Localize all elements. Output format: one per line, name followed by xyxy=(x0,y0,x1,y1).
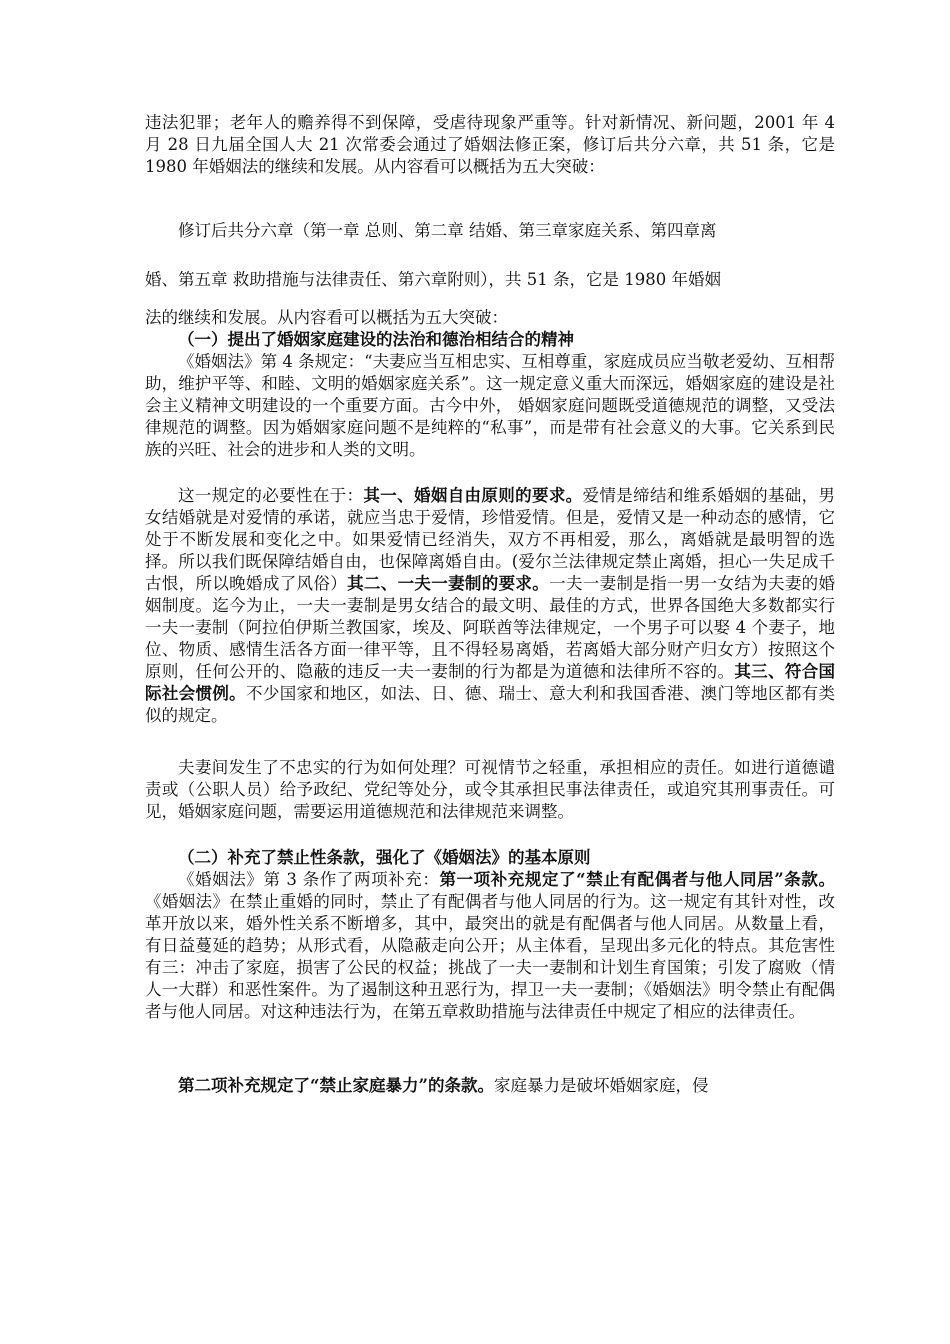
paragraph-chapters-line-2: 婚、第五章 救助措施与法律责任、第六章附则），共 51 条，它是 1980 年婚姻 xyxy=(145,270,721,289)
section-heading-1: （一）提出了婚姻家庭建设的法治和德治相结合的精神 xyxy=(178,330,574,349)
bold-supplement-1: 第一项补充规定了“禁止有配偶者与他人同居”条款。 xyxy=(439,870,835,889)
section-heading-2: （二）补充了禁止性条款，强化了《婚姻法》的基本原则 xyxy=(178,848,591,867)
text-run: 不少国家和地区，如法、日、德、瑞士、意大利和我国香港、澳门等地区都有类似的规定。 xyxy=(145,684,836,725)
bold-point-3: 其三、符合国际社会惯例。 xyxy=(145,662,836,703)
paragraph-domestic-violence xyxy=(145,1075,835,1097)
paragraph-article-4: 《婚姻法》第 4 条规定：“夫妻应当互相忠实、互相尊重，家庭成员应当敬老爱幼、互相帮助，维护平等、和睦、文明的婚姻家庭关系”。这一规定意义重大而深远，婚姻家庭的建设是社会主义精神文明建设的一个重要方面。古今中外， 婚姻家庭问题既受道德规范的调整，又受法律规范的调整。因为婚姻家庭问题不是纯粹的“私事”，而是带有社会意义的大事。它关系到民族的兴旺、社会的进步和人类的文明。 xyxy=(145,352,835,459)
paragraph-article-3 xyxy=(145,869,835,1023)
paragraph-chapters-line-1: 修订后共分六章（第一章 总则、第二章 结婚、第三章家庭关系、第四章离 xyxy=(178,221,717,240)
text-run: 爱情是缔结和维系婚姻的基础，男女结婚就是对爱情的承诺，就应当忠于爱情，珍惜爱情。但是，爱情又是一种动态的感情，它处于不断发展和变化之中。如果爱情已经消失，双方不再相爱，那么，离婚就是最明智的选择。所以我们既保障结婚自由，也保障离婚自由。(爱尔兰法律规定禁止离婚，担心一失足成千古恨，所以晚婚成了风俗） xyxy=(145,486,836,593)
paragraph-chapters-line-3: 法的继续和发展。从内容看可以概括为五大突破： xyxy=(145,308,508,327)
text-run: 《婚姻法》在禁止重婚的同时，禁止了有配偶者与他人同居的行为。这一规定有其针对性，改革开放以来，婚外性关系不断增多，其中，最突出的就是有配偶者与他人同居。从数量上看，有日益蔓延的趋势；从形式看，从隐蔽走向公开；从主体看，呈现出多元化的特点。其危害性有三：冲击了家庭，损害了公民的权益；挑战了一夫一妻制和计划生育国策；引发了腐败（情人一大群）和恶性案件。为了遏制这种丑恶行为，捍卫一夫一妻制；《婚姻法》明令禁止有配偶者与他人同居。对这种违法行为，在第五章救助措施与法律责任中规定了相应的法律责任。 xyxy=(145,892,835,1021)
text-run: 一夫一妻制是指一男一女结为夫妻的婚姻制度。迄今为止，一夫一妻制是男女结合的最文明、最佳的方式，世界各国绝大多数都实行一夫一妻制（阿拉伯伊斯兰教国家，埃及、阿联酋等法律规定，一个男子可以娶 4 个妻子，地位、物质、感情生活各方面一律平等，且不得轻易离婚，若离婚大部分财产归女方）按照这个原则，任何公开的、隐蔽的违反一夫一妻制的行为都是为道德和法律所不容的。 xyxy=(145,574,836,681)
text-run: 《婚姻法》第 3 条作了两项补充： xyxy=(178,870,440,889)
bold-supplement-2: 第二项补充规定了“禁止家庭暴力”的条款。 xyxy=(178,1076,494,1095)
text-run: 这一规定的必要性在于： xyxy=(178,486,364,505)
paragraph-infidelity: 夫妻间发生了不忠实的行为如何处理？可视情节之轻重，承担相应的责任。如进行道德谴责或（公职人员）给予政纪、党纪等处分，或令其承担民事法律责任，或追究其刑事责任。可见，婚姻家庭问题，需要运用道德规范和法律规范来调整。 xyxy=(145,758,835,821)
paragraph-intro: 违法犯罪；老年人的赡养得不到保障，受虐待现象严重等。针对新情况、新问题，2001 年 4 月 28 日九届全国人大 21 次常委会通过了婚姻法修正案，修订后共分六章，共 51 条，它是 1980 年婚姻法的继续和发展。从内容看可以概括为五大突破： xyxy=(145,113,835,176)
bold-point-2: 其二、一夫一妻制的要求。 xyxy=(347,574,550,593)
paragraph-necessity xyxy=(145,485,835,727)
bold-point-1: 其一、婚姻自由原则的要求。 xyxy=(363,486,583,505)
text-run: 家庭暴力是破坏婚姻家庭，侵 xyxy=(493,1076,709,1095)
